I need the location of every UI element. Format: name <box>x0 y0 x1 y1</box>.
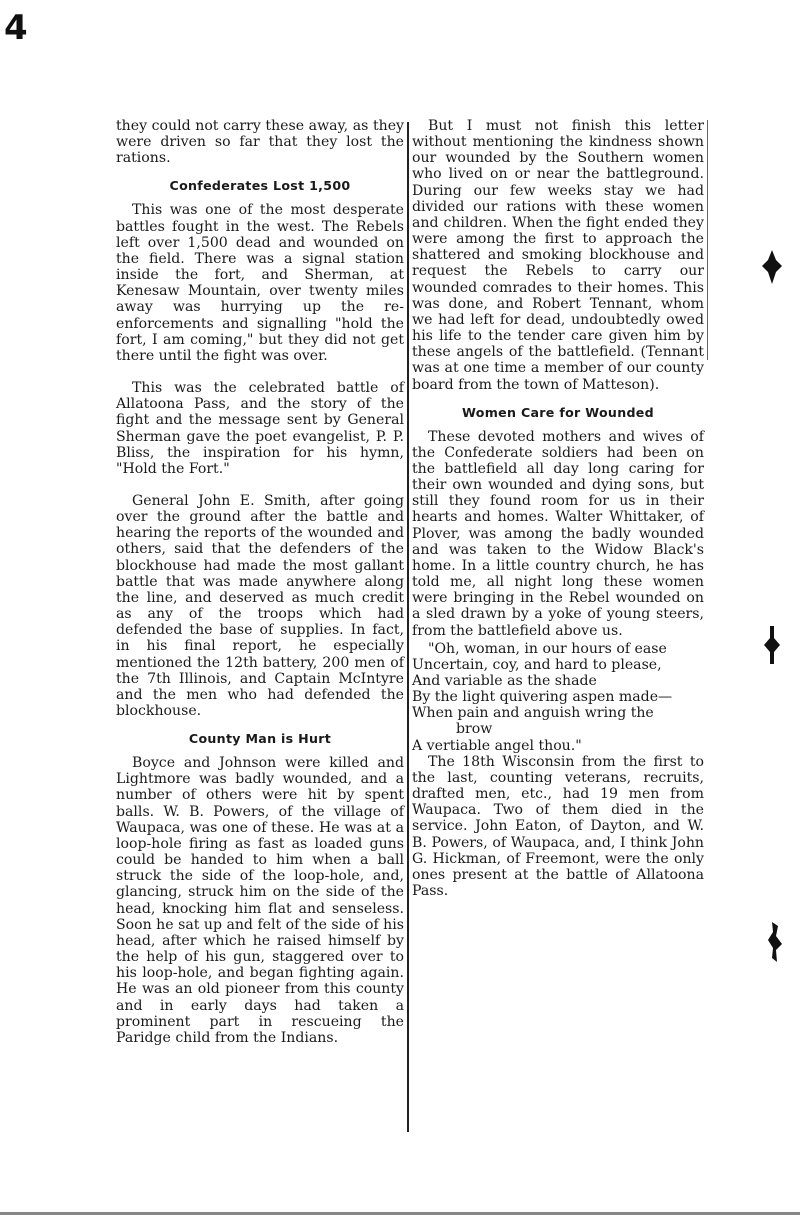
column-divider <box>407 122 409 1132</box>
binding-mark-icon <box>764 626 780 664</box>
verse-line: And variable as the shade <box>412 673 597 689</box>
binding-mark-icon <box>768 922 782 962</box>
scan-bottom-edge <box>0 1212 800 1215</box>
verse-line: Uncertain, coy, and hard to please, <box>412 656 662 673</box>
paragraph: General John E. Smith, after going over the ground after the battle and hearing the reports of the wounded and others, said that the defenders of the blockhouse had made the most gallant battle that was made anywhere along the line, and deserved as much credit as any of the troops which had defended the base of supplies. In fact, in his final report, he especially mentioned the 12th battery, 200 men of the 7th Illinois, and Captain McIntyre and the men who had defended the blockhouse. <box>116 492 404 719</box>
page-number: 4 <box>4 8 28 48</box>
verse-line: "Oh, woman, in our hours of ease <box>428 640 667 657</box>
right-column <box>412 118 704 899</box>
paragraph: But I must not finish this letter without mentioning the kindness shown our wounded by the Southern women who lived on or near the battleground. During our few weeks stay we had divided our rations with these women and children. When the fight ended they were among the first to approach the shattered and smoking blockhouse and request the Rebels to carry our wounded comrades to their homes. This was done, and Robert Tennant, whom we had left for dead, undoubtedly owed his life to the tender care given him by these angels of the battlefield. (Tennant was at one time a member of our county board from the town of Matteson). <box>412 118 704 393</box>
left-column <box>116 118 404 1046</box>
headline-confederates-lost: Confederates Lost 1,500 <box>169 178 351 194</box>
binding-mark-icon <box>762 250 782 284</box>
headline-county-man-hurt: County Man is Hurt <box>188 731 332 747</box>
verse-line: When pain and anguish wring the <box>412 705 654 722</box>
paragraph: they could not carry these away, as they were driven so far that they lost the rations. <box>116 118 404 167</box>
paragraph: These devoted mothers and wives of the Confederate soldiers had been on the battlefield all day long caring for their own wounded and dying sons, but still they found room for us in their hearts and homes. Walter Whittaker, of Plover, was among the badly wounded and was taken to the Widow Black's home. In a little country church, he has told me, all night long these women were bringing in the Rebel wounded on a sled drawn by a yoke of young steers, from the battlefield above us. <box>412 428 704 639</box>
paragraph: The 18th Wisconsin from the first to the last, counting veterans, recruits, drafted men, etc., had 19 men from Waupaca. Two of them died in the service. John Eaton, of Dayton, and W. B. Powers, of Waupaca, and, I think John G. Hickman, of Freemont, were the only ones present at the battle of Allatoona Pass. <box>412 753 704 900</box>
headline-women-care: Women Care for Wounded <box>462 404 654 420</box>
paragraph: Boyce and Johnson were killed and Lightmore was badly wounded, and a number of others were hit by spent balls. W. B. Powers, of the village of Waupaca, was one of these. He was at a loop-hole firing as fast as loaded guns could be handed to him when a ball struck the side of the loop-hole, and, glancing, struck him on the side of the head, knocking him flat and senseless. Soon he sat up and felt of the side of his head, after which he raised himself by the help of his gun, staggered over to his loop-hole, and began fighting again. He was an old pioneer from this county and in early days had taken a prominent part in rescueing the Paridge child from the Indians. <box>116 755 404 1046</box>
paragraph: This was the celebrated battle of Allatoona Pass, and the story of the fight and the message sent by General Sherman gave the poet evangelist, P. P. Bliss, the inspiration for his hymn, "Hold the Fort." <box>116 380 404 477</box>
verse-line: brow <box>456 721 493 738</box>
verse-line: A vertiable angel thou." <box>412 737 582 754</box>
right-margin-rule <box>707 120 708 360</box>
paragraph: This was one of the most desperate battles fought in the west. The Rebels left over 1,500 dead and wounded on the field. There was a signal station inside the fort, and Sherman, at Kenesaw Mountain, over twenty miles away was hurrying up the re-enforcements and signalling "hold the fort, I am coming," but they did not get there until the fight was over. <box>116 202 404 364</box>
verse-line: By the light quivering aspen made— <box>412 689 673 706</box>
